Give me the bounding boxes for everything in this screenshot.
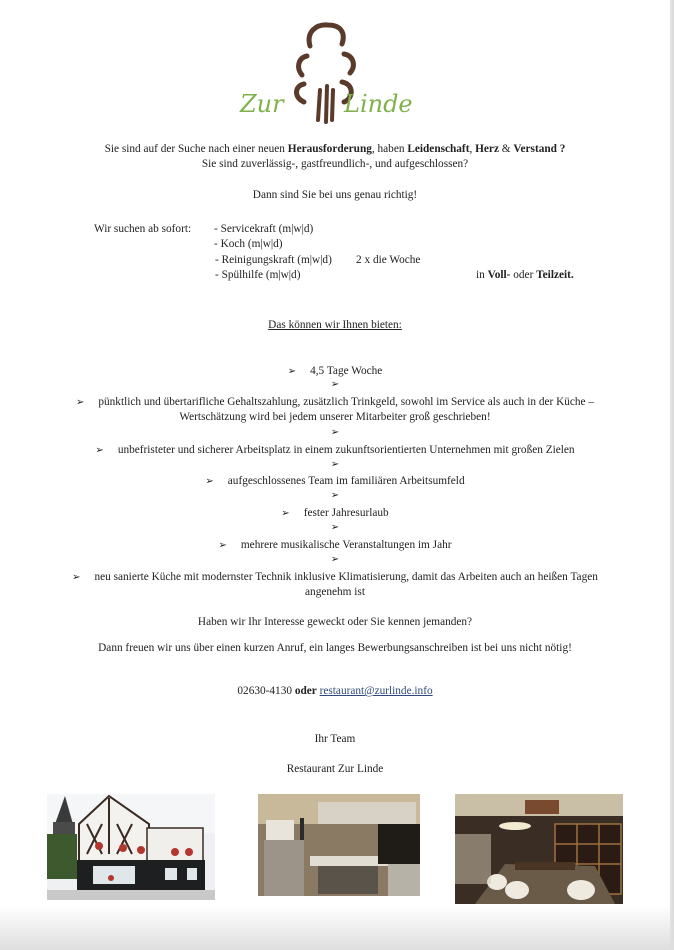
arrowhead-bullet-icon: ➢ [330,459,340,470]
logo-text-left: Zur [240,90,284,118]
benefit-item [0,395,670,410]
intro-text: & [498,143,514,155]
benefit-item [0,506,670,521]
photo-restaurant-dining-room [455,794,623,904]
benefit-item [0,474,670,489]
employment-text: in [476,269,488,281]
intro-text: , haben [371,143,408,155]
signoff-team: Ihr Team [314,733,356,745]
employment-emphasis: Voll- [487,269,511,281]
arrowhead-bullet-icon: ➢ [330,490,340,501]
intro-text: Sie sind auf der Suche nach einer neuen [104,143,288,155]
arrowhead-bullet-icon: ➢ [205,476,214,487]
benefit-item-continued: Wertschätzung wird bei jedem unserer Mitarbeiter groß geschrieben! [179,411,491,423]
intro-line-3: Dann sind Sie bei uns genau richtig! [252,189,418,201]
benefit-item [0,570,670,585]
benefits-heading: Das können wir Ihnen bieten: [268,319,402,331]
benefit-item [0,364,670,379]
intro-text: , [469,143,476,155]
phone-number[interactable]: 02630-4130 [237,685,292,697]
arrowhead-bullet-icon: ➢ [281,508,290,519]
employment-text: oder [510,269,537,281]
benefit-text: unbefristeter und sicherer Arbeitsplatz in einem zukunftsorientierten Unternehmen mit großen Zielen [117,444,575,456]
intro-line-2: Sie sind zuverlässig-, gastfreundlich-, und aufgeschlossen? [201,158,469,170]
job-item: - Reinigungskraft (m|w|d) [215,254,332,266]
benefit-text: pünktlich und übertarifliche Gehaltszahlung, zusätzlich Trinkgeld, sowohl im Service als auch in der Küche – [98,396,595,408]
closing-call-to-action: Dann freuen wir uns über einen kurzen Anruf, ein langes Bewerbungsanschreiben ist bei uns nicht nötig! [98,642,572,654]
contact-line [0,684,670,698]
signoff-restaurant: Restaurant Zur Linde [286,763,384,775]
page-bottom-shadow [0,905,674,950]
zur-linde-logo [232,20,432,125]
email-link[interactable]: restaurant@zurlinde.info [319,685,433,697]
arrowhead-bullet-icon: ➢ [75,397,85,408]
arrowhead-bullet-icon: ➢ [330,379,340,390]
photo-restaurant-kitchen [258,794,420,896]
intro-line-1 [0,142,670,156]
intro-emphasis: Herausforderung [287,143,372,155]
employment-emphasis: Teilzeit. [536,269,574,281]
benefit-text: neu sanierte Küche mit modernster Technik inklusive Klimatisierung, damit das Arbeiten auch an heißen Tagen [94,571,598,583]
benefit-item-continued: angenehm ist [305,586,365,598]
contact-or: oder [294,685,317,697]
employment-type [476,268,574,282]
arrowhead-bullet-icon: ➢ [330,427,340,438]
closing-question: Haben wir Ihr Interesse geweckt oder Sie kennen jemanden? [197,616,473,628]
job-item: - Koch (m|w|d) [214,238,283,250]
benefit-text: fester Jahresurlaub [303,507,389,519]
benefit-text: aufgeschlossenes Team im familiären Arbeitsumfeld [227,475,465,487]
arrowhead-bullet-icon: ➢ [95,445,104,456]
benefit-item [0,538,670,553]
intro-emphasis: Herz [475,143,499,155]
jobs-label: Wir suchen ab sofort: [94,223,192,235]
arrowhead-bullet-icon: ➢ [287,366,297,377]
page-edge [670,0,674,950]
cleaning-frequency-note: 2 x die Woche [356,254,421,266]
job-item: - Servicekraft (m|w|d) [214,223,314,235]
logo-text-right: Linde [344,90,413,118]
arrowhead-bullet-icon: ➢ [330,522,340,533]
intro-emphasis: Leidenschaft [407,143,470,155]
photo-restaurant-exterior [47,794,215,900]
job-item: - Spülhilfe (m|w|d) [215,269,301,281]
intro-emphasis: Verstand ? [513,143,566,155]
arrowhead-bullet-icon: ➢ [330,554,340,565]
arrowhead-bullet-icon: ➢ [72,572,81,583]
benefit-text: mehrere musikalische Veranstaltungen im Jahr [240,539,452,551]
arrowhead-bullet-icon: ➢ [218,540,227,551]
benefit-item [0,443,670,458]
benefit-text: 4,5 Tage Woche [310,365,383,377]
